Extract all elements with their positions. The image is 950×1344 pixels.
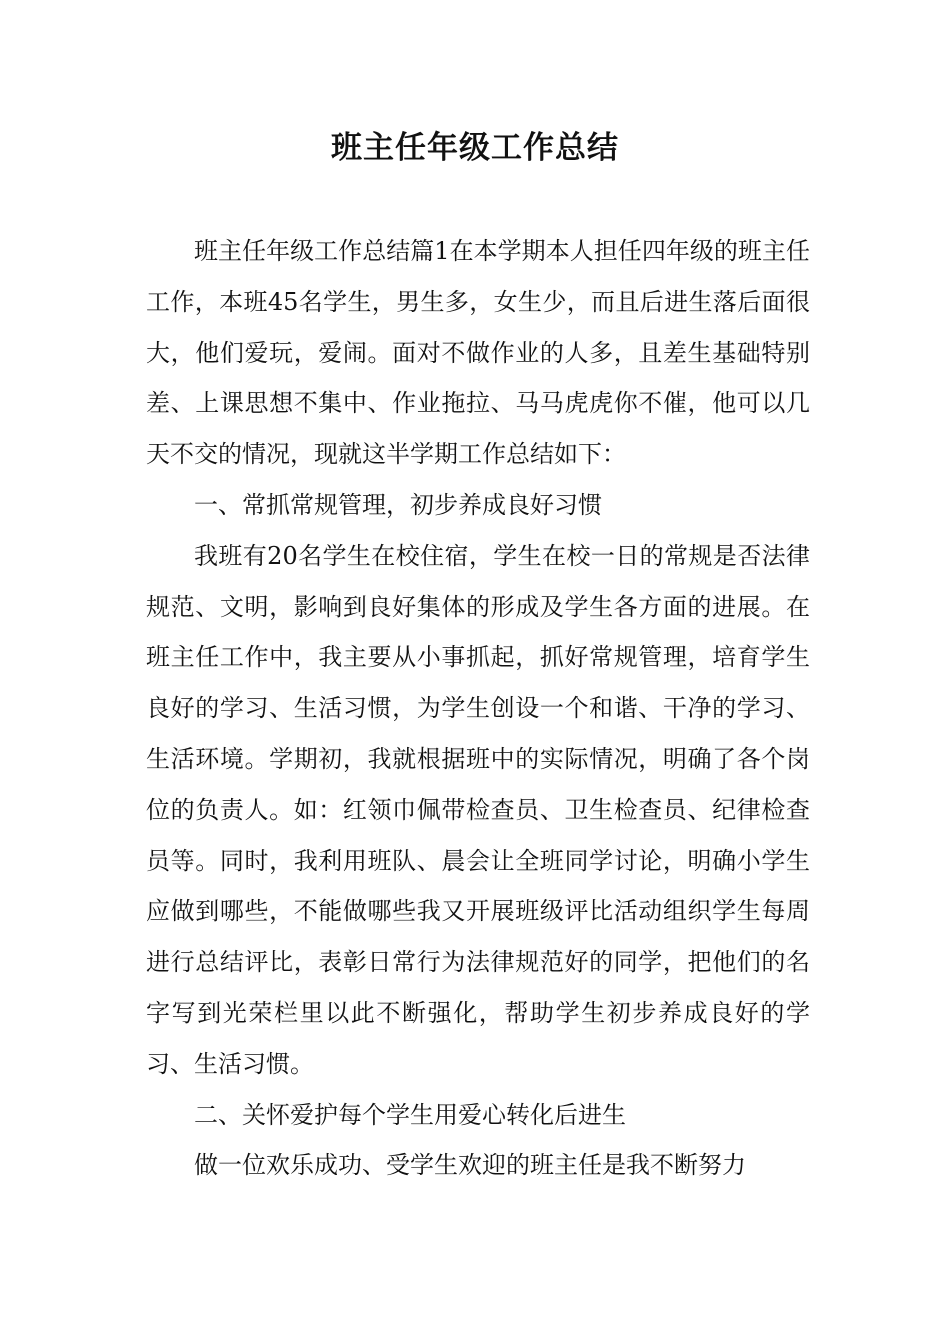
section-heading-1: 一、常抓常规管理，初步养成良好习惯: [194, 490, 602, 519]
document-body: [146, 226, 810, 1191]
intro-paragraph: 班主任年级工作总结篇1在本学期本人担任四年级的班主任工作，本班45名学生，男生多，女生少，而且后进生落后面很大，他们爱玩，爱闹。面对不做作业的人多，且差生基础特别差、上课思想不集中、作业拖拉、马马虎虎你不催，他可以几天不交的情况，现就这半学期工作总结如下：: [146, 237, 810, 469]
section-heading-2: 二、关怀爱护每个学生用爱心转化后进生: [194, 1100, 626, 1129]
section-1-paragraph: 我班有20名学生在校住宿，学生在校一日的常规是否法律规范、文明，影响到良好集体的形成及学生各方面的进展。在班主任工作中，我主要从小事抓起，抓好常规管理，培育学生良好的学习、生活习惯，为学生创设一个和谐、干净的学习、生活环境。学期初，我就根据班中的实际情况，明确了各个岗位的负责人。如：红领巾佩带检查员、卫生检查员、纪律检查员等。同时，我利用班队、晨会让全班同学讨论，明确小学生应做到哪些，不能做哪些我又开展班级评比活动组织学生每周进行总结评比，表彰日常行为法律规范好的同学，把他们的名字写到光荣栏里以此不断强化，帮助学生初步养成良好的学习、生活习惯。: [146, 541, 810, 1078]
section-2-paragraph: 做一位欢乐成功、受学生欢迎的班主任是我不断努力: [194, 1151, 746, 1180]
document-title: 班主任年级工作总结: [331, 130, 619, 166]
